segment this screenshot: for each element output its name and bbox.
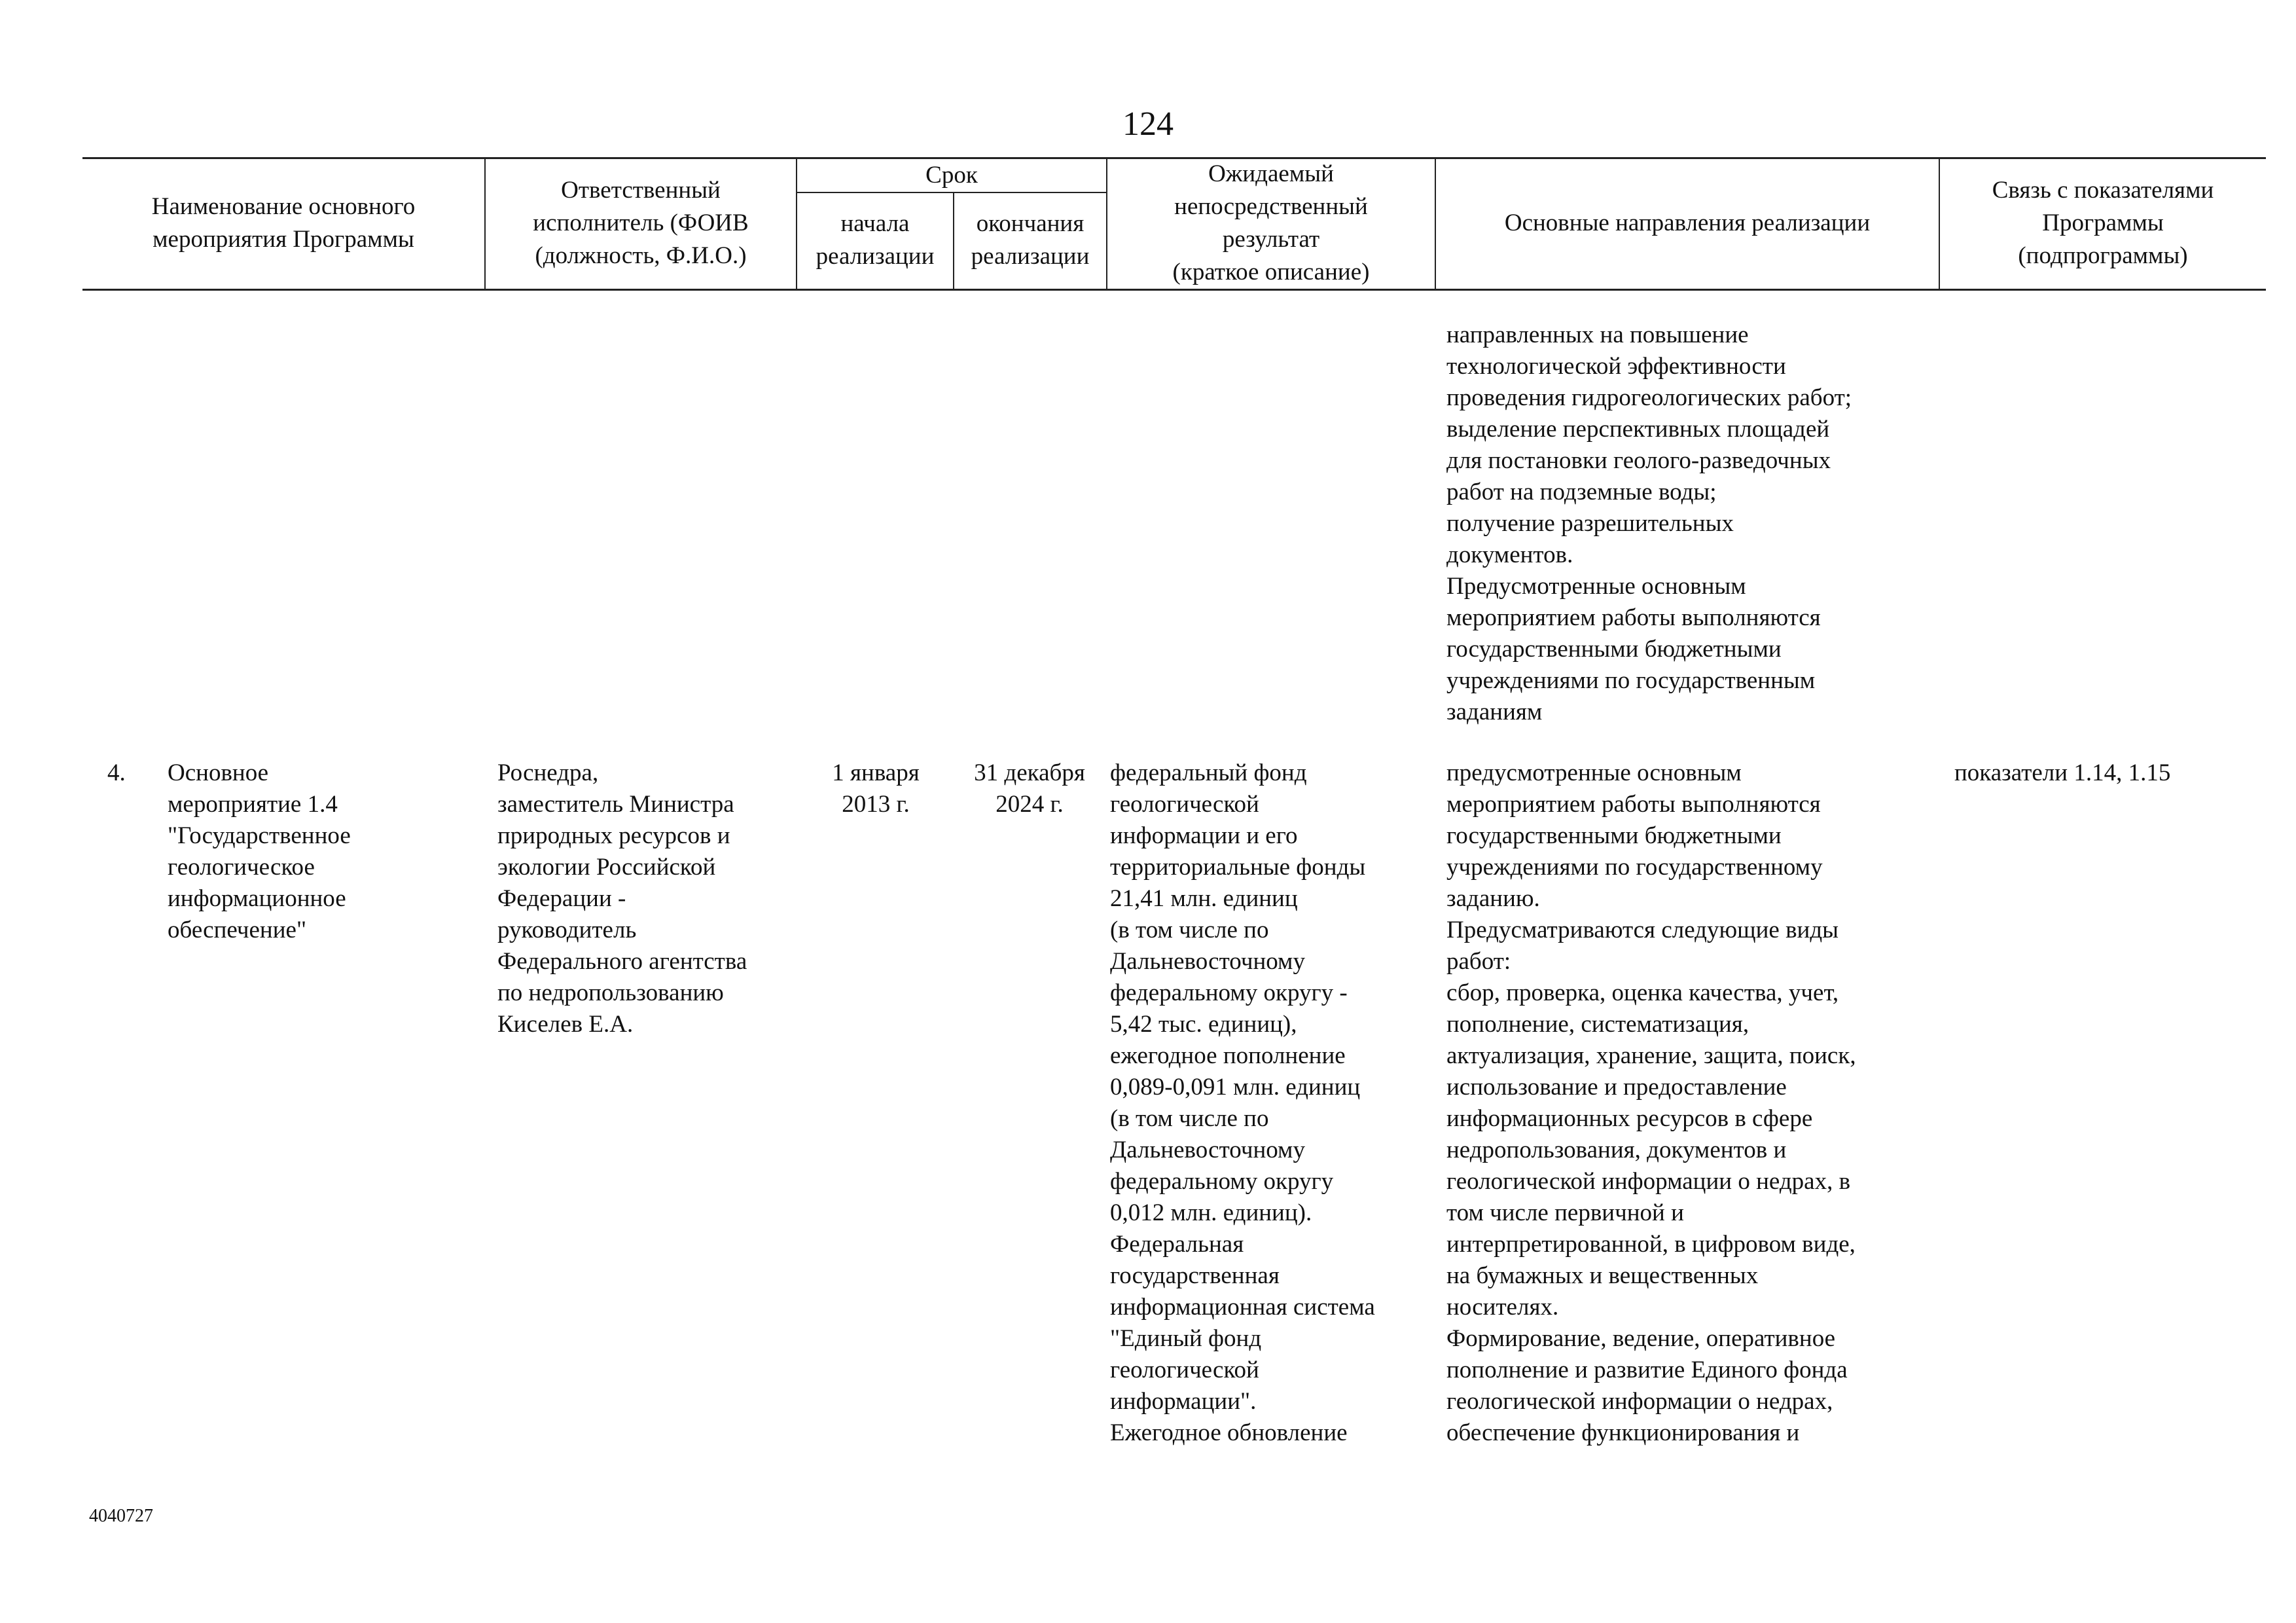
header-directions: Основные направления реализации bbox=[1504, 210, 1871, 236]
header-expected-result: Ожидаемый непосредственный результат (краткое описание) bbox=[1172, 160, 1370, 285]
row-name: Основное мероприятие 1.4 "Государственное геологическое информационное обеспечение" bbox=[168, 759, 351, 943]
table-header-bottom-rule bbox=[82, 289, 2266, 291]
header-name: Наименование основного мероприятия Программы bbox=[151, 193, 416, 253]
document-code: 4040727 bbox=[89, 1506, 153, 1526]
row-indicators: показатели 1.14, 1.15 bbox=[1954, 759, 2171, 786]
row-end-date: 31 декабря 2024 г. bbox=[974, 759, 1085, 818]
row-number: 4. bbox=[107, 759, 126, 786]
header-executor: Ответственный исполнитель (ФОИВ (должность, Ф.И.О.) bbox=[533, 177, 749, 269]
directions-continuation: направленных на повышение технологической эффективности проведения гидрогеологических работ; выделение перспективных площадей для постановки геолого-разведочных работ на подземные воды; получение разрешительных документов. Предусмотренные основным мероприятием работы выполняются государственными бюджетными учреждениями по государственным заданиям bbox=[1446, 321, 1852, 725]
row-expected-result: федеральный фонд геологической информации и его территориальные фонды 21,41 млн. единиц (в том числе по Дальневосточному федеральному округу - 5,42 тыс. единиц), ежегодное пополнение 0,089-0,091 млн. единиц (в том числе по Дальневосточному федеральному округу 0,012 млн. единиц). Федеральная государственная информационная система "Единый фонд геологической информации". Ежегодное обновление bbox=[1110, 759, 1375, 1446]
header-indicators: Связь с показателями Программы (подпрограммы) bbox=[1992, 177, 2214, 269]
header-term: Срок bbox=[925, 162, 978, 189]
header-term-start: начала реализации bbox=[816, 210, 935, 270]
row-executor: Роснедра, заместитель Министра природных ресурсов и экологии Российской Федерации - руководитель Федерального агентства по недропользованию Киселев Е.А. bbox=[497, 759, 747, 1038]
header-term-end: окончания реализации bbox=[971, 210, 1090, 270]
page-number: 124 bbox=[1122, 105, 1174, 143]
row-start-date: 1 января 2013 г. bbox=[832, 759, 920, 818]
row-directions: предусмотренные основным мероприятием работы выполняются государственными бюджетными учреждениями по государственному заданию. Предусматриваются следующие виды работ: сбор, проверка, оценка качества, учет, пополнение, систематизация, актуализация, хранение, защита, поиск, использование и предоставление информационных ресурсов в сфере недропользования, документов и геологической информации о недрах, в том числе первичной и интерпретированной, в цифровом виде, на бумажных и вещественных носителях. Формирование, ведение, оперативное пополнение и развитие Единого фонда геологической информации о недрах, обеспечение функционирования и bbox=[1446, 759, 1856, 1446]
